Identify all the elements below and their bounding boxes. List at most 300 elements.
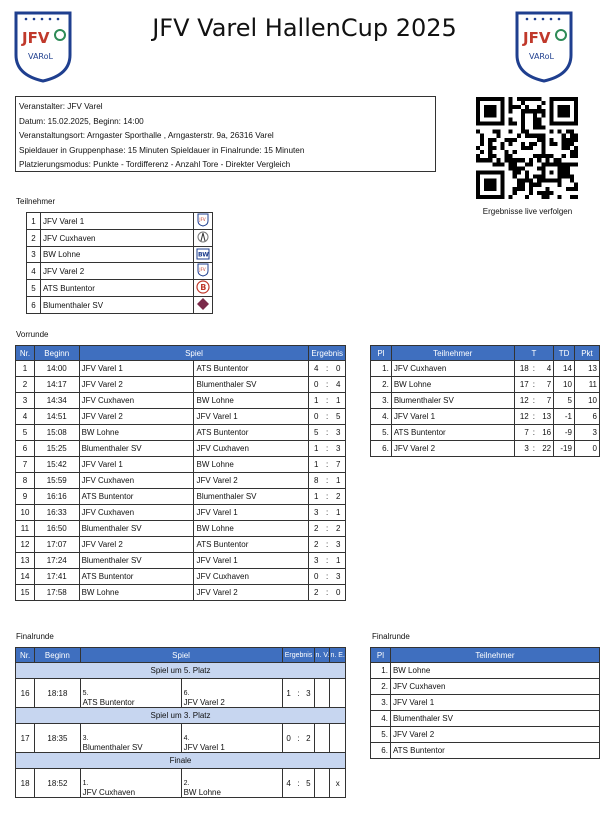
score-separator: : [295, 679, 303, 708]
game-home: BW Lohne [79, 425, 194, 441]
final-ranking-row [371, 679, 600, 695]
game-row [16, 377, 346, 393]
col-pl: Pl [371, 346, 392, 361]
col-ergebnis: Ergebnis [282, 648, 315, 663]
col-pl: Pl [371, 648, 391, 663]
final-section-title: Finale [16, 753, 346, 769]
goals-for: 7 [514, 425, 531, 441]
score-separator: : [295, 769, 303, 798]
ranking-pl: 5. [371, 727, 391, 743]
standings-pkt: 3 [574, 425, 599, 441]
standings-name: JFV Cuxhaven [391, 361, 514, 377]
goals-against: 7 [537, 377, 554, 393]
final-section-row [16, 663, 346, 679]
standings-pl: 5. [371, 425, 392, 441]
game-time: 14:51 [34, 409, 79, 425]
score-separator: : [323, 585, 331, 601]
game-time: 17:24 [34, 553, 79, 569]
seed-home: 1. [82, 780, 89, 787]
score-home: 2 [309, 585, 323, 601]
score-home: 1 [309, 489, 323, 505]
score-home: 1 [309, 393, 323, 409]
participant-row [27, 280, 213, 297]
game-home: ATS Buntentor [79, 489, 194, 505]
standings-name: JFV Varel 2 [391, 441, 514, 457]
game-row [16, 505, 346, 521]
standings-td: 10 [554, 377, 575, 393]
col-ergebnis: Ergebnis [309, 346, 346, 361]
standings-name: JFV Varel 1 [391, 409, 514, 425]
ranking-name: ATS Buntentor [390, 743, 599, 759]
score-away: 2 [302, 724, 315, 753]
game-away: Blumenthaler SV [194, 377, 309, 393]
standings-row [371, 409, 600, 425]
standings-pl: 1. [371, 361, 392, 377]
score-away: 2 [331, 489, 345, 505]
game-row [16, 457, 346, 473]
col-spiel: Spiel [79, 346, 309, 361]
final-round-label: Finalrunde [16, 632, 54, 641]
game-time: 17:07 [34, 537, 79, 553]
ranking-pl: 1. [371, 663, 391, 679]
group-stage-table [15, 345, 346, 601]
game-home: ATS Buntentor [79, 569, 194, 585]
score-away: 4 [331, 377, 345, 393]
final-game-row [16, 769, 346, 798]
score-separator: : [295, 724, 303, 753]
game-row [16, 441, 346, 457]
goals-for: 18 [514, 361, 531, 377]
score-separator: : [323, 553, 331, 569]
final-game-row [16, 724, 346, 753]
score-home: 0 [309, 409, 323, 425]
score-home: 1 [309, 441, 323, 457]
extra-time-mark [315, 769, 330, 798]
score-home: 4 [282, 769, 295, 798]
cuxhaven-crest-icon [197, 230, 209, 244]
svg-text:JFV: JFV [523, 29, 551, 47]
score-away: 3 [331, 441, 345, 457]
final-section-title: Spiel um 5. Platz [16, 663, 346, 679]
goals-separator: : [531, 409, 537, 425]
game-nr: 1 [16, 361, 35, 377]
participant-name: ATS Buntentor [41, 280, 194, 297]
seed-home: 3. [82, 735, 89, 742]
score-separator: : [323, 457, 331, 473]
game-time: 17:41 [34, 569, 79, 585]
score-home: 1 [282, 679, 295, 708]
game-away: JFV Cuxhaven [194, 441, 309, 457]
svg-text:VARoL: VARoL [529, 52, 554, 61]
game-row [16, 393, 346, 409]
final-ranking-row [371, 711, 600, 727]
game-time: 18:18 [35, 679, 80, 708]
game-home: JFV Varel 2 [79, 377, 194, 393]
extra-time-mark [315, 724, 330, 753]
jfv-crest-icon [197, 213, 209, 227]
game-home: Blumenthaler SV [79, 521, 194, 537]
score-away: 3 [331, 569, 345, 585]
seed-home: 5. [82, 690, 89, 697]
final-section-row [16, 753, 346, 769]
final-ranking-row [371, 663, 600, 679]
col-tore: T [514, 346, 554, 361]
score-away: 0 [331, 361, 345, 377]
standings-row [371, 425, 600, 441]
final-round-table [15, 647, 346, 798]
game-away: JFV Varel 2 [194, 585, 309, 601]
game-home: JFV Cuxhaven [79, 393, 194, 409]
ranking-pl: 4. [371, 711, 391, 727]
game-away [181, 724, 282, 753]
game-nr: 16 [16, 679, 35, 708]
final-ranking-table [370, 647, 600, 759]
jfv-crest-icon [197, 263, 209, 277]
col-td: TD [554, 346, 575, 361]
standings-pkt: 11 [574, 377, 599, 393]
participant-crest [194, 280, 213, 297]
game-nr: 15 [16, 585, 35, 601]
standings-pkt: 0 [574, 441, 599, 457]
game-time: 14:17 [34, 377, 79, 393]
team-away: JFV Varel 1 [183, 743, 225, 752]
game-nr: 6 [16, 441, 35, 457]
score-separator: : [323, 425, 331, 441]
game-nr: 14 [16, 569, 35, 585]
score-home: 5 [309, 425, 323, 441]
score-home: 3 [309, 505, 323, 521]
participant-nr: 6 [27, 297, 41, 314]
score-away: 1 [331, 393, 345, 409]
game-away: JFV Cuxhaven [194, 569, 309, 585]
game-away: BW Lohne [194, 457, 309, 473]
extra-time-mark [315, 679, 330, 708]
col-beginn: Beginn [35, 648, 80, 663]
qr-code-icon[interactable] [476, 97, 578, 199]
standings-pkt: 13 [574, 361, 599, 377]
score-separator: : [323, 361, 331, 377]
game-time: 14:00 [34, 361, 79, 377]
goals-against: 16 [537, 425, 554, 441]
participant-row [27, 213, 213, 230]
standings-pl: 4. [371, 409, 392, 425]
col-pkt: Pkt [574, 346, 599, 361]
team-away: JFV Varel 2 [183, 698, 225, 707]
final-ranking-row [371, 695, 600, 711]
game-row [16, 473, 346, 489]
game-home: Blumenthaler SV [79, 553, 194, 569]
ats-crest-icon [196, 280, 210, 294]
participant-nr: 5 [27, 280, 41, 297]
participant-crest [194, 297, 213, 314]
score-separator: : [323, 441, 331, 457]
game-time: 16:33 [34, 505, 79, 521]
game-nr: 12 [16, 537, 35, 553]
game-away: BW Lohne [194, 393, 309, 409]
game-row [16, 537, 346, 553]
goals-separator: : [531, 393, 537, 409]
ranking-name: BW Lohne [390, 663, 599, 679]
score-home: 0 [282, 724, 295, 753]
game-row [16, 489, 346, 505]
goals-against: 22 [537, 441, 554, 457]
game-away: Blumenthaler SV [194, 489, 309, 505]
svg-text:JFV: JFV [199, 267, 206, 272]
score-separator: : [323, 489, 331, 505]
col-teilnehmer: Teilnehmer [391, 346, 514, 361]
standings-name: Blumenthaler SV [391, 393, 514, 409]
final-section-title: Spiel um 3. Platz [16, 708, 346, 724]
game-time: 14:34 [34, 393, 79, 409]
game-away: JFV Varel 2 [194, 473, 309, 489]
participant-row [27, 297, 213, 314]
standings-td: -9 [554, 425, 575, 441]
score-home: 1 [309, 457, 323, 473]
col-nv: n. V. [315, 648, 330, 663]
game-time: 18:52 [35, 769, 80, 798]
blumenthal-crest-icon [196, 297, 210, 311]
game-nr: 13 [16, 553, 35, 569]
game-away [181, 769, 282, 798]
score-home: 2 [309, 537, 323, 553]
game-time: 15:42 [34, 457, 79, 473]
standings-row [371, 377, 600, 393]
game-time: 16:50 [34, 521, 79, 537]
score-away: 1 [331, 473, 345, 489]
group-stage-label: Vorrunde [16, 330, 49, 339]
penalty-mark [330, 724, 346, 753]
col-teilnehmer: Teilnehmer [390, 648, 599, 663]
event-info-box [15, 96, 436, 172]
score-separator: : [323, 393, 331, 409]
team-home: Blumenthaler SV [82, 743, 143, 752]
game-away: BW Lohne [194, 521, 309, 537]
score-separator: : [323, 377, 331, 393]
game-row [16, 361, 346, 377]
game-nr: 17 [16, 724, 35, 753]
info-venue: Veranstaltungsort: Arngaster Sporthalle , Arngasterstr. 9a, 26316 Varel [19, 131, 274, 140]
participant-name: BW Lohne [41, 247, 194, 263]
seed-away: 6. [183, 690, 190, 697]
seed-away: 4. [183, 735, 190, 742]
standings-pl: 6. [371, 441, 392, 457]
goals-for: 12 [514, 409, 531, 425]
standings-td: -1 [554, 409, 575, 425]
goals-for: 3 [514, 441, 531, 457]
standings-pl: 3. [371, 393, 392, 409]
score-away: 2 [331, 521, 345, 537]
svg-text:JFV: JFV [22, 29, 50, 47]
participant-crest [194, 230, 213, 247]
score-away: 0 [331, 585, 345, 601]
participant-name: JFV Varel 1 [41, 213, 194, 230]
standings-td: -19 [554, 441, 575, 457]
penalty-mark: x [330, 769, 346, 798]
game-nr: 3 [16, 393, 35, 409]
score-home: 2 [309, 521, 323, 537]
score-home: 0 [309, 377, 323, 393]
game-nr: 10 [16, 505, 35, 521]
game-nr: 2 [16, 377, 35, 393]
participant-row [27, 247, 213, 263]
goals-separator: : [531, 361, 537, 377]
game-row [16, 585, 346, 601]
game-time: 15:59 [34, 473, 79, 489]
participant-nr: 4 [27, 263, 41, 280]
ranking-pl: 2. [371, 679, 391, 695]
game-nr: 4 [16, 409, 35, 425]
score-away: 3 [302, 679, 315, 708]
participants-table [26, 212, 213, 314]
qr-caption: Ergebnisse live verfolgen [482, 207, 573, 216]
bw-lohne-crest-icon [196, 248, 210, 260]
page-title: JFV Varel HallenCup 2025 [152, 14, 457, 42]
participant-row [27, 230, 213, 247]
standings-td: 14 [554, 361, 575, 377]
score-away: 7 [331, 457, 345, 473]
participants-label: Teilnehmer [16, 197, 56, 206]
final-ranking-row [371, 727, 600, 743]
penalty-mark [330, 679, 346, 708]
game-row [16, 569, 346, 585]
game-home: JFV Cuxhaven [79, 473, 194, 489]
goals-against: 13 [537, 409, 554, 425]
team-home: JFV Cuxhaven [82, 788, 136, 797]
svg-text:JFV: JFV [199, 217, 206, 222]
standings-pkt: 10 [574, 393, 599, 409]
col-nr: Nr. [16, 648, 35, 663]
score-home: 4 [309, 361, 323, 377]
game-time: 16:16 [34, 489, 79, 505]
col-beginn: Beginn [34, 346, 79, 361]
game-home [80, 724, 181, 753]
final-ranking-label: Finalrunde [372, 632, 410, 641]
goals-for: 17 [514, 377, 531, 393]
score-away: 5 [302, 769, 315, 798]
game-nr: 8 [16, 473, 35, 489]
final-game-row [16, 679, 346, 708]
score-separator: : [323, 473, 331, 489]
score-home: 3 [309, 553, 323, 569]
col-ne: n. E. [330, 648, 346, 663]
game-home: JFV Varel 2 [79, 409, 194, 425]
game-row [16, 553, 346, 569]
goals-against: 4 [537, 361, 554, 377]
game-away: JFV Varel 1 [194, 553, 309, 569]
game-home: Blumenthaler SV [79, 441, 194, 457]
ranking-name: JFV Cuxhaven [390, 679, 599, 695]
svg-text:BW: BW [198, 251, 209, 258]
ranking-pl: 6. [371, 743, 391, 759]
game-time: 17:58 [34, 585, 79, 601]
goals-for: 12 [514, 393, 531, 409]
standings-table [370, 345, 600, 457]
game-home [80, 679, 181, 708]
game-away: ATS Buntentor [194, 537, 309, 553]
ranking-name: Blumenthaler SV [390, 711, 599, 727]
info-date: Datum: 15.02.2025, Beginn: 14:00 [19, 116, 144, 126]
game-time: 15:25 [34, 441, 79, 457]
game-away: JFV Varel 1 [194, 409, 309, 425]
game-home: JFV Varel 2 [79, 537, 194, 553]
ranking-name: JFV Varel 1 [390, 695, 599, 711]
goals-separator: : [531, 377, 537, 393]
score-away: 3 [331, 537, 345, 553]
participant-crest [194, 213, 213, 230]
score-separator: : [323, 505, 331, 521]
score-home: 8 [309, 473, 323, 489]
score-separator: : [323, 569, 331, 585]
goals-against: 7 [537, 393, 554, 409]
team-home: ATS Buntentor [82, 698, 135, 707]
game-nr: 11 [16, 521, 35, 537]
score-separator: : [323, 521, 331, 537]
game-home [80, 769, 181, 798]
goals-separator: : [531, 425, 537, 441]
info-duration: Spieldauer in Gruppenphase: 15 Minuten Spieldauer in Finalrunde: 15 Minuten [19, 145, 305, 155]
standings-pkt: 6 [574, 409, 599, 425]
score-away: 5 [331, 409, 345, 425]
game-away: JFV Varel 1 [194, 505, 309, 521]
participant-crest [194, 247, 213, 263]
participant-row [27, 263, 213, 280]
participant-crest [194, 263, 213, 280]
standings-name: ATS Buntentor [391, 425, 514, 441]
goals-separator: : [531, 441, 537, 457]
participant-nr: 3 [27, 247, 41, 263]
score-separator: : [323, 537, 331, 553]
game-row [16, 425, 346, 441]
svg-text:B: B [200, 283, 207, 292]
game-nr: 18 [16, 769, 35, 798]
game-away: ATS Buntentor [194, 425, 309, 441]
ranking-name: JFV Varel 2 [390, 727, 599, 743]
participant-nr: 2 [27, 230, 41, 247]
game-away [181, 679, 282, 708]
participant-name: JFV Varel 2 [41, 263, 194, 280]
game-time: 15:08 [34, 425, 79, 441]
score-separator: : [323, 409, 331, 425]
standings-row [371, 441, 600, 457]
game-home: JFV Cuxhaven [79, 505, 194, 521]
game-nr: 5 [16, 425, 35, 441]
game-row [16, 521, 346, 537]
standings-name: BW Lohne [391, 377, 514, 393]
jfv-logo-right [515, 11, 573, 83]
game-away: ATS Buntentor [194, 361, 309, 377]
game-nr: 9 [16, 489, 35, 505]
game-home: BW Lohne [79, 585, 194, 601]
game-row [16, 409, 346, 425]
participant-nr: 1 [27, 213, 41, 230]
jfv-logo-left [14, 11, 72, 83]
participant-name: Blumenthaler SV [41, 297, 194, 314]
final-ranking-row [371, 743, 600, 759]
ranking-pl: 3. [371, 695, 391, 711]
info-placement-mode: Platzierungsmodus: Punkte - Tordifferenz - Anzahl Tore - Direkter Vergleich [19, 160, 291, 169]
standings-pl: 2. [371, 377, 392, 393]
score-home: 0 [309, 569, 323, 585]
game-nr: 7 [16, 457, 35, 473]
final-section-row [16, 708, 346, 724]
seed-away: 2. [183, 780, 190, 787]
col-nr: Nr. [16, 346, 35, 361]
game-home: JFV Varel 1 [79, 361, 194, 377]
standings-row [371, 393, 600, 409]
col-spiel: Spiel [80, 648, 282, 663]
score-away: 1 [331, 553, 345, 569]
team-away: BW Lohne [183, 788, 221, 797]
